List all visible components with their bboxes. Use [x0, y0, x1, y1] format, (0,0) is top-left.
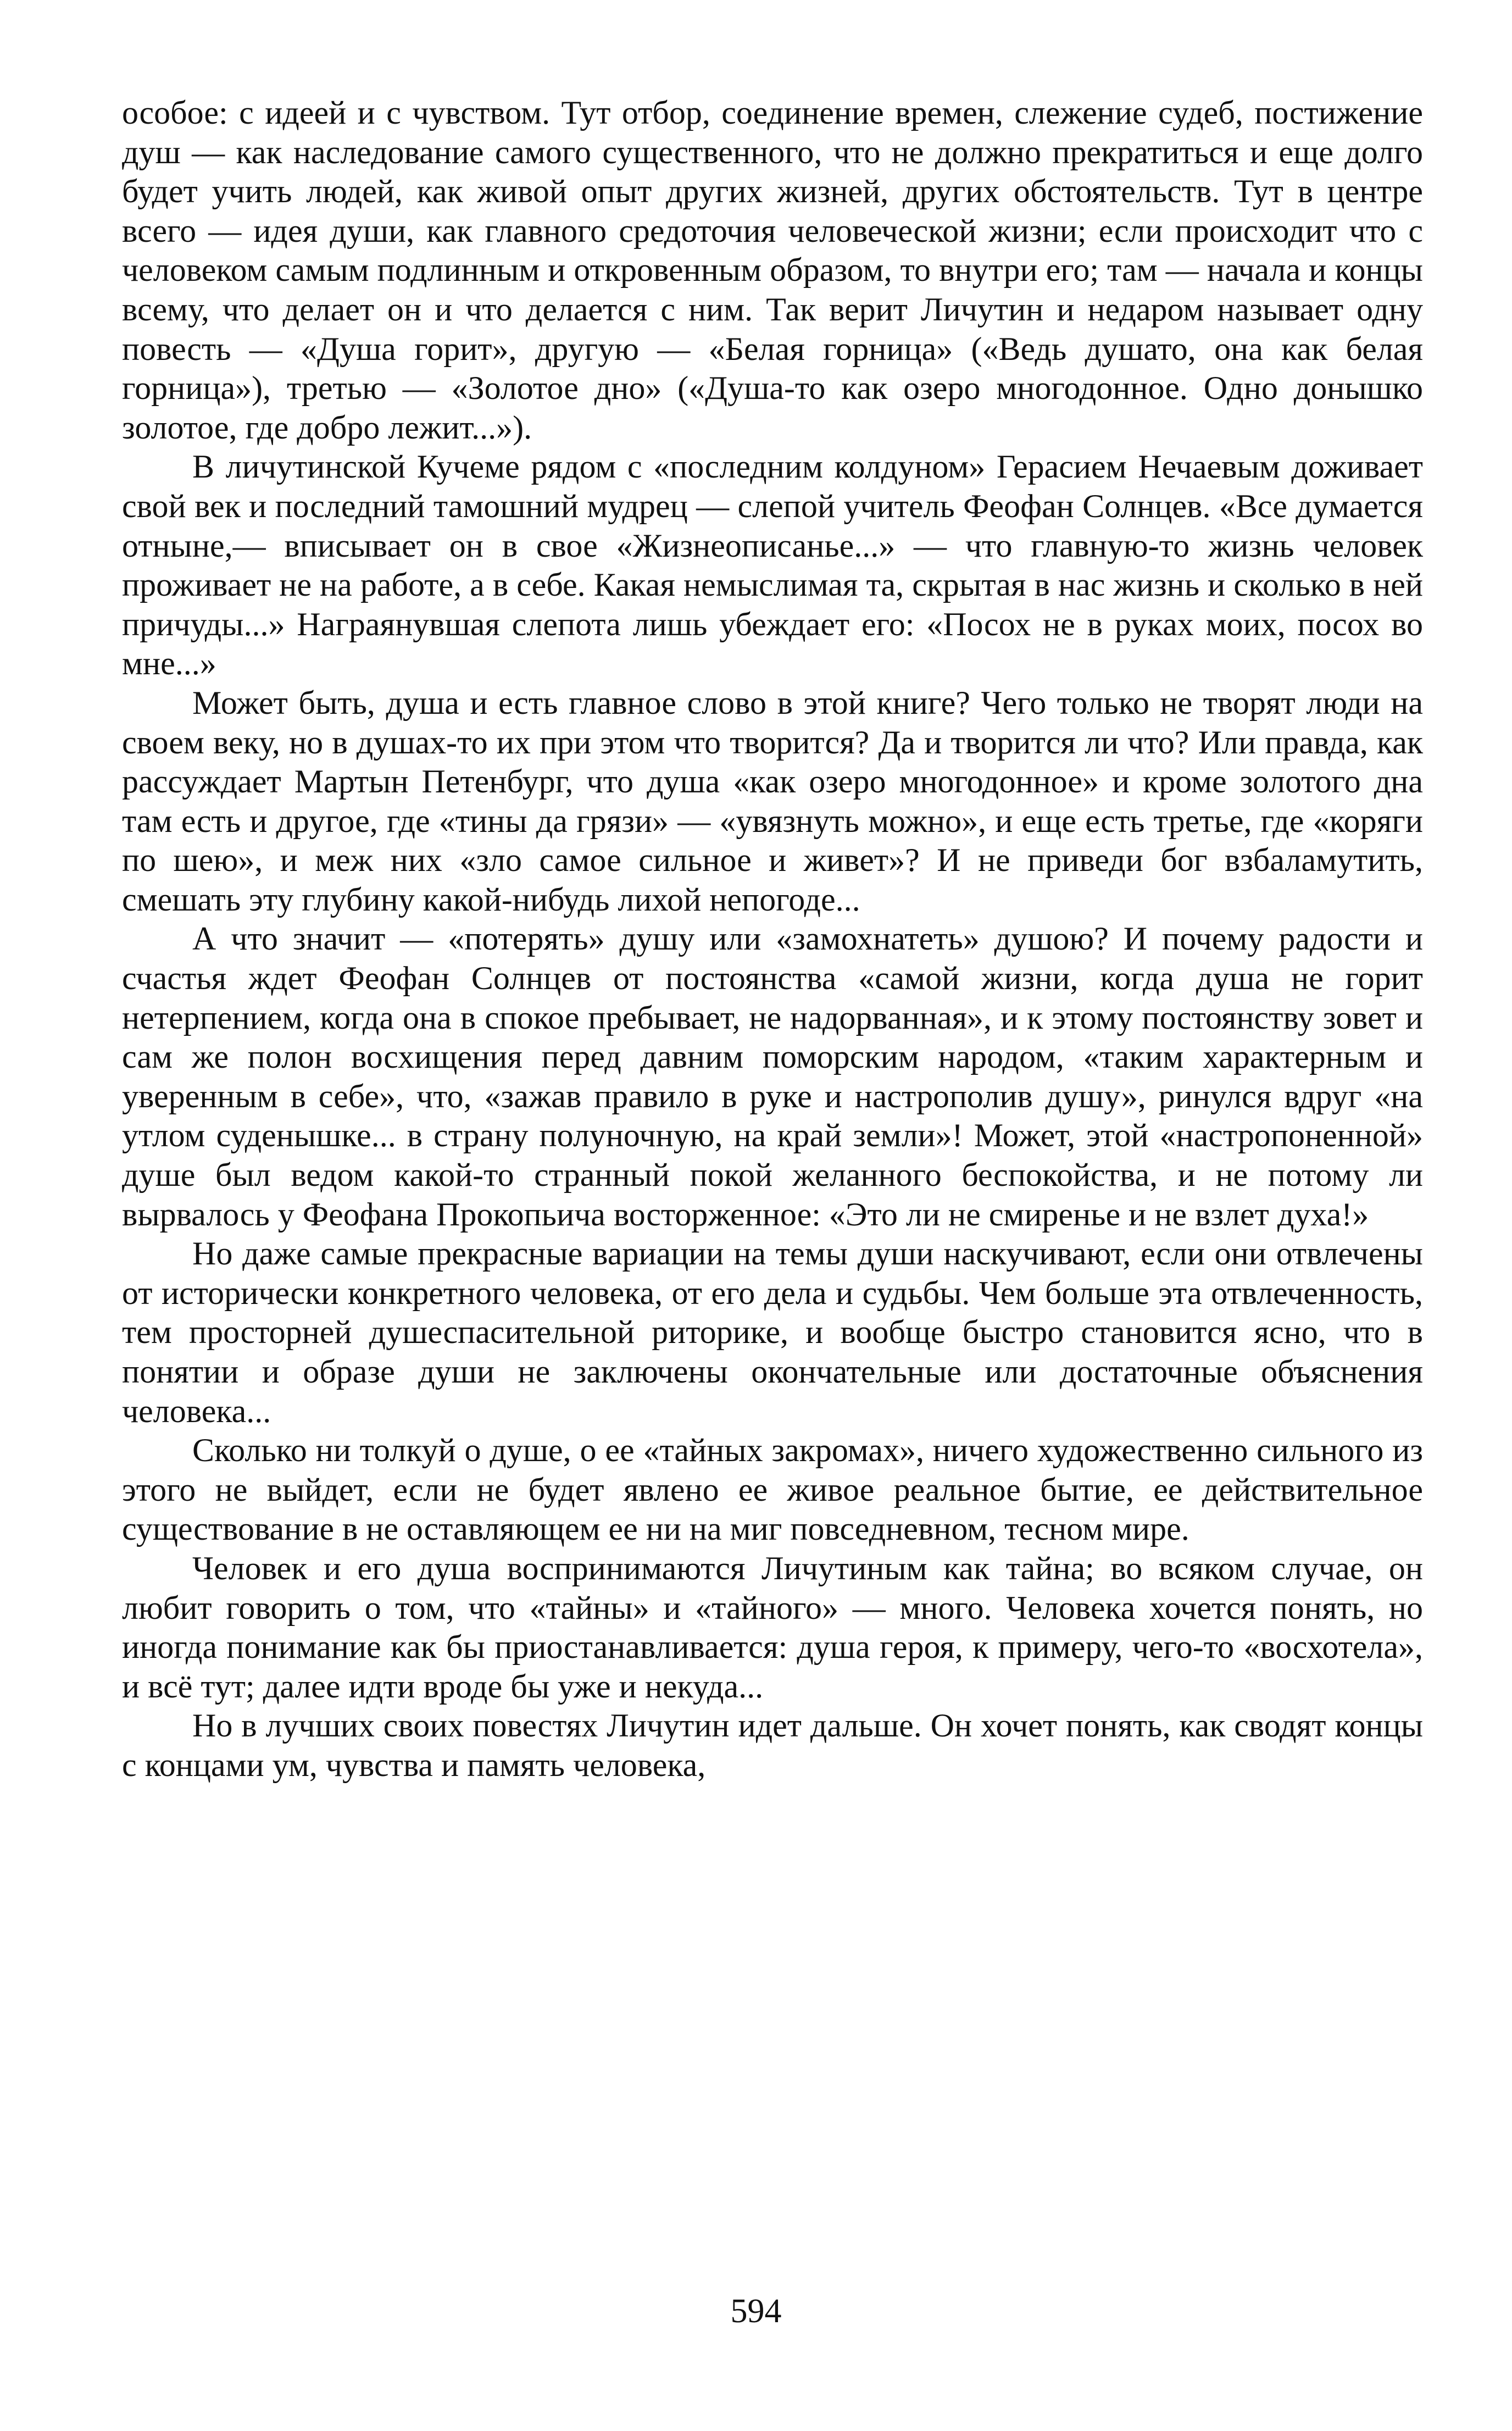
- paragraph-3: Может быть, душа и есть главное слово в этой книге? Чего только не творят люди на своем веку, но в душах-то их при этом что творится? Да и творится ли что? Или правда, как рассуждает Мартын Петенбург, что душа «как озеро многодонное» и кроме золотого дна там есть и другое, где «тины да грязи» — «увязнуть можно», и еще есть третье, где «коряги по шею», и меж них «зло самое сильное и живет»? И не приведи бог взбаламутить, смешать эту глубину какой-нибудь лихой непогоде...: [122, 684, 1423, 918]
- paragraph-8: Но в лучших своих повестях Личутин идет дальше. Он хочет понять, как сводят концы с концами ум, чувства и память человека,: [122, 1707, 1423, 1783]
- paragraph-7: Человек и его душа воспринимаются Личутиным как тайна; во всяком случае, он любит говорить о том, что «тайны» и «тайного» — много. Человека хочется понять, но иногда понимание как бы приостанавливается: душа героя, к примеру, чего-то «восхотела», и всё тут; далее идти вроде бы уже и некуда...: [122, 1550, 1423, 1705]
- page-number: 594: [730, 2293, 782, 2330]
- paragraph-5: Но даже самые прекрасные вариации на темы души наскучивают, если они отвлечены от исторически конкретного человека, от его дела и судьбы. Чем больше эта отвлеченность, тем просторней душеспасительной риторике, и вообще быстро становится ясно, что в понятии и образе души не заключены окончательные или достаточные объяснения человека...: [122, 1235, 1423, 1429]
- paragraph-4: А что значит — «потерять» душу или «замохнатеть» душою? И почему радости и счастья ждет Феофан Солнцев от постоянства «самой жизни, когда душа не горит нетерпением, когда она в спокое пребывает, не надорванная», и к этому постоянству зовет и сам же полон восхищения перед давним поморским народом, «таким характерным и уверенным в себе», что, «зажав правило в руке и настрополив душу», ринулся вдруг «на утлом суденышке... в страну полуночную, на край земли»! Может, этой «настропоненной» душе был ведом какой-то странный покой желанного беспокойства, и не потому ли вырвалось у Феофана Прокопьича восторженное: «Это ли не смиренье и не взлет духа!»: [122, 920, 1423, 1233]
- paragraph-6: Сколько ни толкуй о душе, о ее «тайных закромах», ничего художественно сильного из этого не выйдет, если не будет явлено ее живое реальное бытие, ее действительное существование в не оставляющем ее ни на миг повседневном, тесном мире.: [122, 1432, 1423, 1547]
- paragraph-1: особое: с идеей и с чувством. Тут отбор, соединение времен, слежение судеб, постижение душ — как наследование самого существенного, что не должно прекратиться и еще долго будет учить людей, как живой опыт других жизней, других обстоятельств. Тут в центре всего — идея души, как главного средоточия человеческой жизни; если происходит что с человеком самым подлинным и откровенным образом, то внутри его; там — начала и концы всему, что делает он и что делается с ним. Так верит Личутин и недаром называет одну повесть — «Душа горит», другую — «Белая горница» («Ведь душато, она как белая горница»), третью — «Золотое дно» («Душа-то как озеро многодонное. Одно донышко золотое, где добро лежит...»).: [122, 95, 1423, 446]
- paragraph-2: В личутинской Кучеме рядом с «последним колдуном» Герасием Нечаевым доживает свой век и последний тамошний мудрец — слепой учитель Феофан Солнцев. «Все думается отныне,— вписывает он в свое «Жизнеописанье...» — что главную-то жизнь человек проживает не на работе, а в себе. Какая немыслимая та, скрытая в нас жизнь и сколько в ней причуды...» Награянувшая слепота лишь убеждает его: «Посох не в руках моих, посох во мне...»: [122, 448, 1423, 682]
- page-body: [122, 93, 1423, 1785]
